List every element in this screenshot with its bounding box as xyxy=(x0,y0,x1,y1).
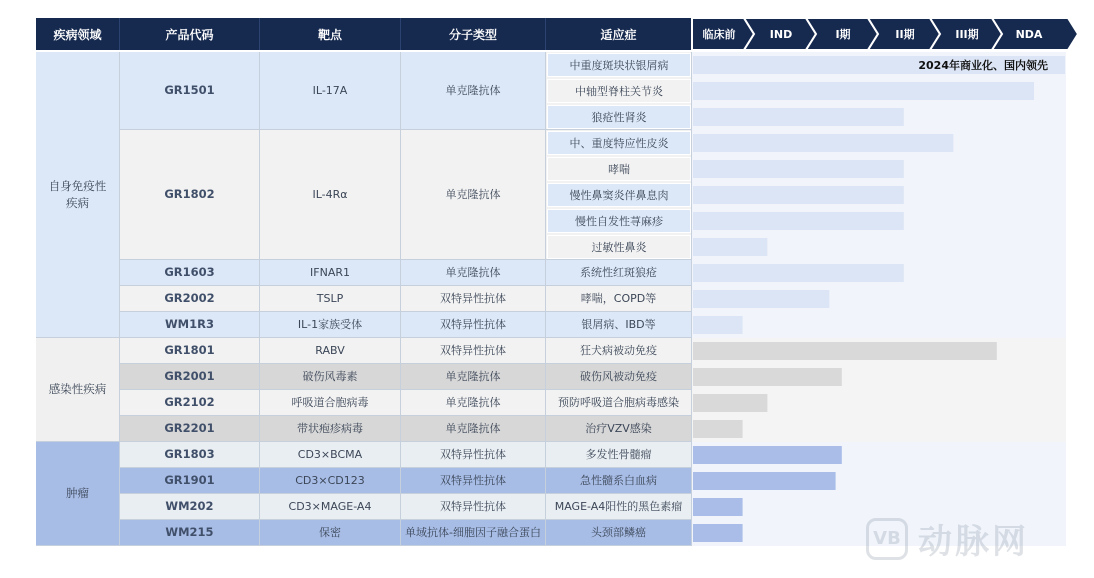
stage-progress-bar xyxy=(693,368,842,386)
product-code-cell: GR2201 xyxy=(120,416,260,442)
product-code-cell: GR1801 xyxy=(120,338,260,364)
target-cell: 破伤风毒素 xyxy=(260,364,401,390)
stage-progress-bar xyxy=(693,420,743,438)
modality-cell: 单克隆抗体 xyxy=(401,52,546,130)
product-code-cell: GR2001 xyxy=(120,364,260,390)
header-target: 靶点 xyxy=(260,18,401,50)
stage-progress-bar xyxy=(693,82,1034,100)
target-cell: CD3×BCMA xyxy=(260,442,401,468)
modality-cell: 双特异性抗体 xyxy=(401,338,546,364)
stage-label: I期 xyxy=(835,28,851,41)
watermark-text: 动脉网 xyxy=(918,522,1029,562)
stage-progress-bar xyxy=(693,160,904,178)
indication-cell: 哮喘，COPD等 xyxy=(546,286,692,312)
header-modality: 分子类型 xyxy=(401,18,546,50)
indication-cell: MAGE-A4阳性的黑色素瘤 xyxy=(546,494,692,520)
disease-area-cell: 自身免疫性疾病 xyxy=(36,52,120,338)
stage-progress-bar xyxy=(693,186,904,204)
stage-progress-bar xyxy=(693,134,953,152)
indication-cell: 银屑病、IBD等 xyxy=(546,312,692,338)
target-cell: RABV xyxy=(260,338,401,364)
stage-progress-bar xyxy=(693,290,829,308)
indication-cell: 中轴型脊柱关节炎 xyxy=(547,79,691,103)
modality-cell: 单克隆抗体 xyxy=(401,364,546,390)
stage-label: III期 xyxy=(955,28,979,41)
header-area: 疾病领域 xyxy=(36,18,120,50)
target-cell: CD3×MAGE-A4 xyxy=(260,494,401,520)
indication-cell: 狂犬病被动免疫 xyxy=(546,338,692,364)
indication-cell: 治疗VZV感染 xyxy=(546,416,692,442)
target-cell: IL-17A xyxy=(260,52,401,130)
stage-label: NDA xyxy=(1015,28,1043,41)
product-code-cell: GR2102 xyxy=(120,390,260,416)
disease-area-cell: 感染性疾病 xyxy=(36,338,120,442)
stage-progress-bar xyxy=(693,212,904,230)
indication-cell: 中、重度特应性皮炎 xyxy=(547,131,691,155)
watermark-logo: VB xyxy=(866,518,908,560)
modality-cell: 单克隆抗体 xyxy=(401,130,546,260)
modality-cell: 单克隆抗体 xyxy=(401,390,546,416)
stage-label: II期 xyxy=(895,28,915,41)
modality-cell: 双特异性抗体 xyxy=(401,468,546,494)
indication-cell: 狼疮性肾炎 xyxy=(547,105,691,129)
indication-cell: 系统性红斑狼疮 xyxy=(546,260,692,286)
target-cell: CD3×CD123 xyxy=(260,468,401,494)
indication-cell: 预防呼吸道合胞病毒感染 xyxy=(546,390,692,416)
target-cell: IFNAR1 xyxy=(260,260,401,286)
stage-progress-bar xyxy=(693,394,767,412)
stage-progress-bar xyxy=(693,316,743,334)
stage-progress-bar xyxy=(693,446,842,464)
stage-progress-bar xyxy=(693,264,904,282)
modality-cell: 双特异性抗体 xyxy=(401,494,546,520)
product-code-cell: GR1803 xyxy=(120,442,260,468)
product-code-cell: GR1501 xyxy=(120,52,260,130)
indication-cell: 多发性骨髓瘤 xyxy=(546,442,692,468)
target-cell: 带状疱疹病毒 xyxy=(260,416,401,442)
modality-cell: 双特异性抗体 xyxy=(401,312,546,338)
indication-cell: 慢性鼻窦炎伴鼻息肉 xyxy=(547,183,691,207)
target-cell: TSLP xyxy=(260,286,401,312)
product-code-cell: GR2002 xyxy=(120,286,260,312)
indication-cell: 慢性自发性荨麻疹 xyxy=(547,209,691,233)
bar-annotation: 2024年商业化、国内领先 xyxy=(918,59,1048,72)
indication-cell: 头颈部鳞癌 xyxy=(546,520,692,546)
modality-cell: 单域抗体-细胞因子融合蛋白 xyxy=(401,520,546,546)
product-code-cell: GR1802 xyxy=(120,130,260,260)
indication-cell: 过敏性鼻炎 xyxy=(547,235,691,259)
target-cell: IL-4Rα xyxy=(260,130,401,260)
product-code-cell: GR1603 xyxy=(120,260,260,286)
product-code-cell: GR1901 xyxy=(120,468,260,494)
header-code: 产品代码 xyxy=(120,18,260,50)
stage-progress-bar xyxy=(693,342,997,360)
modality-cell: 双特异性抗体 xyxy=(401,286,546,312)
stage-progress-bar xyxy=(693,108,904,126)
product-code-cell: WM215 xyxy=(120,520,260,546)
target-cell: 呼吸道合胞病毒 xyxy=(260,390,401,416)
indication-cell: 中重度斑块状银屑病 xyxy=(547,53,691,77)
stage-progress-bar xyxy=(693,472,836,490)
stage-progress-bar xyxy=(693,524,743,542)
header-indication: 适应症 xyxy=(546,18,692,50)
indication-cell: 破伤风被动免疫 xyxy=(546,364,692,390)
indication-cell: 急性髓系白血病 xyxy=(546,468,692,494)
modality-cell: 单克隆抗体 xyxy=(401,260,546,286)
target-cell: 保密 xyxy=(260,520,401,546)
stage-progress-bar xyxy=(693,498,743,516)
indication-cell: 哮喘 xyxy=(547,157,691,181)
modality-cell: 双特异性抗体 xyxy=(401,442,546,468)
product-code-cell: WM202 xyxy=(120,494,260,520)
target-cell: IL-1家族受体 xyxy=(260,312,401,338)
disease-area-cell: 肿瘤 xyxy=(36,442,120,546)
watermark xyxy=(866,514,1029,563)
product-code-cell: WM1R3 xyxy=(120,312,260,338)
modality-cell: 单克隆抗体 xyxy=(401,416,546,442)
stage-label: 临床前 xyxy=(702,28,736,41)
stage-progress-bar xyxy=(693,238,767,256)
stage-label: IND xyxy=(769,28,793,41)
